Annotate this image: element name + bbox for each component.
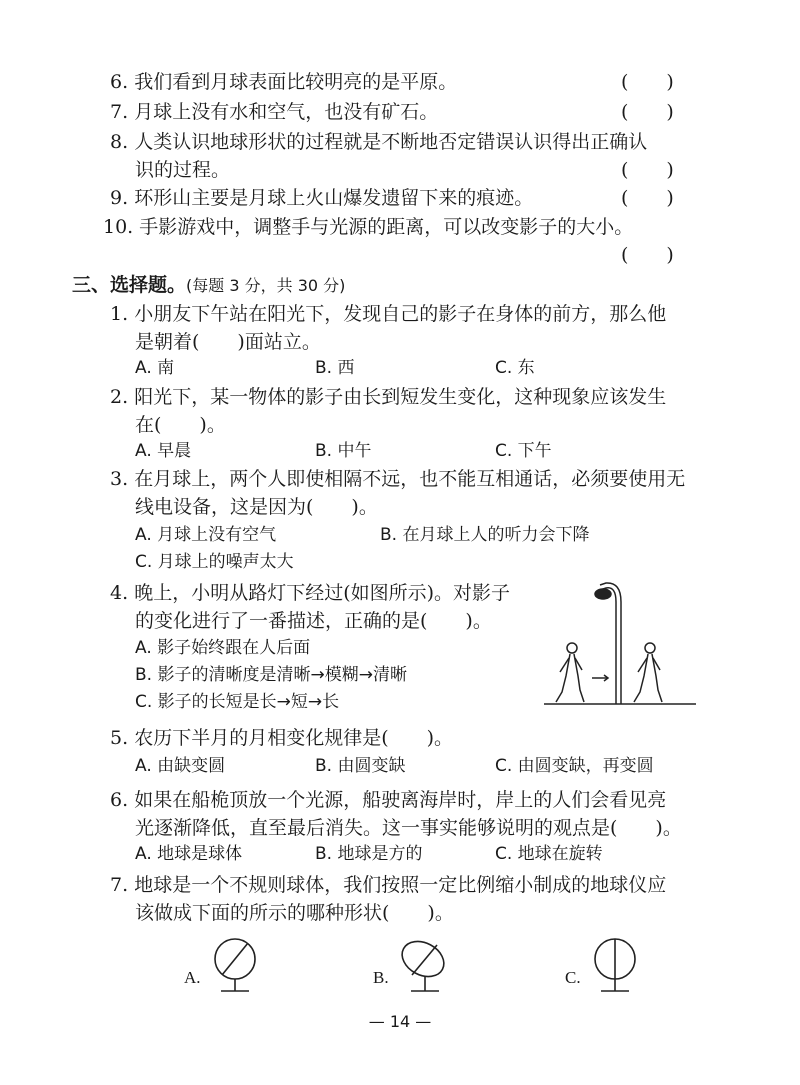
section-note: (每题 3 分，共 30 分) [186,276,346,295]
q1-option-b[interactable]: B. 西 [315,358,355,378]
street-lamp-figure [540,580,700,710]
section-heading [72,273,345,298]
q7-option-c-label[interactable]: C. [565,968,581,987]
q6-line2: 光逐渐降低，直至最后消失。这一事实能够说明的观点是( )。 [135,817,682,839]
q2-text: 阳光下，某一物体的影子由长到短发生变化，这种现象应该发生 [134,386,667,408]
judge-10-answer[interactable]: ( ) [621,244,674,266]
globe-a-icon[interactable] [205,935,265,997]
q7-option-a-label[interactable]: A. [184,968,201,987]
globe-c-icon[interactable] [585,935,645,997]
q4-text: 晚上，小明从路灯下经过(如图所示)。对影子 [134,582,511,604]
q6-line1 [110,788,666,812]
q4-line2: 的变化进行了一番描述，正确的是( )。 [135,610,492,632]
judge-6-num: 6. [110,71,129,93]
page-number: — 14 — [368,1012,432,1031]
judge-7 [110,100,438,124]
q5-text: 农历下半月的月相变化规律是( )。 [134,727,454,749]
q2-num: 2. [110,386,129,408]
judge-10 [103,215,633,239]
judge-10-text: 手影游戏中，调整手与光源的距离，可以改变影子的大小。 [139,216,634,238]
q6-option-c[interactable]: C. 地球在旋转 [495,844,603,864]
judge-8 [110,130,647,154]
judge-9-text: 环形山主要是月球上火山爆发遗留下来的痕迹。 [134,187,534,209]
q7-line1 [110,873,666,897]
judge-8-answer[interactable]: ( ) [621,159,674,181]
q7-line2: 该做成下面的所示的哪种形状( )。 [135,902,454,924]
q3-num: 3. [110,468,129,490]
q4-option-b[interactable]: B. 影子的清晰度是清晰→模糊→清晰 [135,665,407,685]
q1-line2: 是朝着( )面站立。 [135,331,321,353]
q3-option-c[interactable]: C. 月球上的噪声太大 [135,552,294,572]
judge-6-answer[interactable]: ( ) [621,71,674,93]
q3-option-b[interactable]: B. 在月球上人的听力会下降 [380,525,590,545]
q2-option-c[interactable]: C. 下午 [495,441,552,461]
judge-9 [110,186,533,210]
q3-option-a[interactable]: A. 月球上没有空气 [135,525,277,545]
judge-9-num: 9. [110,187,129,209]
q4-num: 4. [110,582,129,604]
q1-option-c[interactable]: C. 东 [495,358,535,378]
q2-option-a[interactable]: A. 早晨 [135,441,192,461]
judge-8-cont: 识的过程。 [135,159,231,181]
q1-text: 小朋友下午站在阳光下，发现自己的影子在身体的前方，那么他 [134,303,667,325]
q7-num: 7. [110,874,129,896]
judge-8-text: 人类认识地球形状的过程就是不断地否定错误认识得出正确认 [134,131,648,153]
judge-8-num: 8. [110,131,129,153]
q2-option-b[interactable]: B. 中午 [315,441,372,461]
q3-line2: 线电设备，这是因为( )。 [135,496,378,518]
judge-6 [110,70,457,94]
q6-option-b[interactable]: B. 地球是方的 [315,844,423,864]
q4-line1 [110,581,510,605]
judge-7-num: 7. [110,101,129,123]
judge-7-text: 月球上没有水和空气，也没有矿石。 [134,101,439,123]
judge-10-num: 10. [103,216,134,238]
q7-option-b-label[interactable]: B. [373,968,389,987]
judge-7-answer[interactable]: ( ) [621,101,674,123]
q6-num: 6. [110,789,129,811]
q5-option-c[interactable]: C. 由圆变缺，再变圆 [495,756,654,776]
q5-option-b[interactable]: B. 由圆变缺 [315,756,406,776]
section-title: 三、选择题。 [72,274,187,296]
q5-option-a[interactable]: A. 由缺变圆 [135,756,226,776]
globe-b-icon[interactable] [395,935,455,997]
q3-line1 [110,467,685,491]
q5-line1 [110,726,453,750]
q6-text: 如果在船桅顶放一个光源，船驶离海岸时，岸上的人们会看见亮 [134,789,667,811]
q5-num: 5. [110,727,129,749]
q2-line2: 在( )。 [135,414,226,436]
q4-option-a[interactable]: A. 影子始终跟在人后面 [135,638,311,658]
judge-9-answer[interactable]: ( ) [621,187,674,209]
judge-6-text: 我们看到月球表面比较明亮的是平原。 [134,71,458,93]
q4-option-c[interactable]: C. 影子的长短是长→短→长 [135,692,340,712]
q1-option-a[interactable]: A. 南 [135,358,175,378]
q7-text: 地球是一个不规则球体，我们按照一定比例缩小制成的地球仪应 [134,874,667,896]
q6-option-a[interactable]: A. 地球是球体 [135,844,243,864]
q1-line1 [110,302,666,326]
q1-num: 1. [110,303,129,325]
q2-line1 [110,385,666,409]
q3-text: 在月球上，两个人即使相隔不远，也不能互相通话，必须要使用无 [134,468,686,490]
